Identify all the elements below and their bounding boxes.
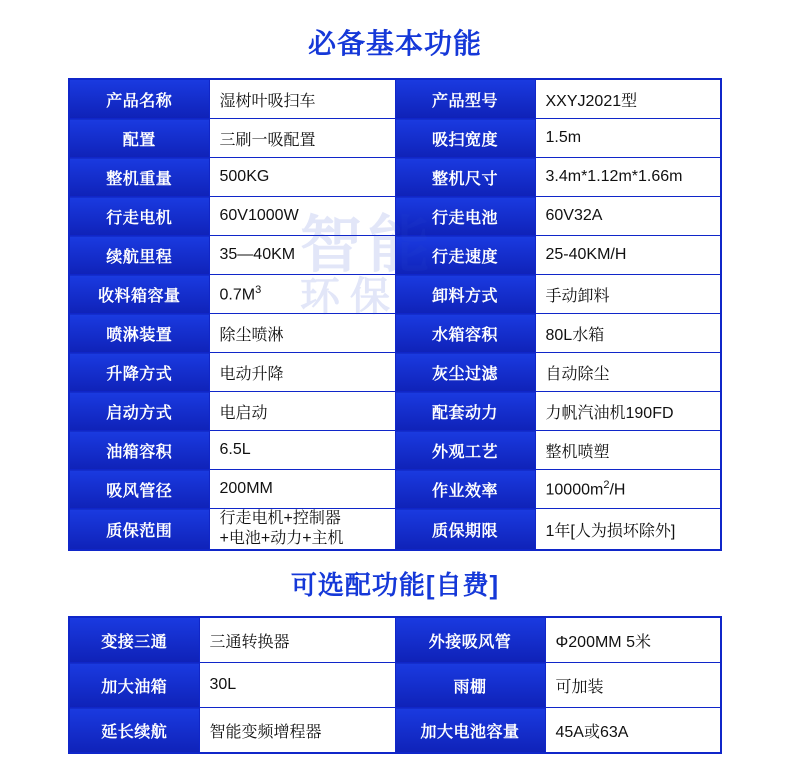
row-label: 雨棚 [395,663,545,708]
row-value: 力帆汽油机190FD [535,392,721,431]
row-label: 加大油箱 [69,663,199,708]
optional-spec-table [68,616,722,754]
table-row [69,158,721,197]
table-row [69,392,721,431]
row-label: 升降方式 [69,353,209,392]
row-value: 1年[人为损坏除外] [535,509,721,551]
table-row [69,79,721,119]
row-label: 质保期限 [395,509,535,551]
row-label: 收料箱容量 [69,275,209,314]
table-row [69,314,721,353]
row-label: 作业效率 [395,470,535,509]
row-value: 500KG [209,158,395,197]
page-title-optional: 可选配功能[自费] [290,570,500,600]
row-value [209,275,395,314]
table-row [69,197,721,236]
table-row [69,663,721,708]
row-label: 吸风管径 [69,470,209,509]
row-label: 行走速度 [395,236,535,275]
main-spec-table [68,78,722,551]
efficiency-superscript: 2 [603,478,610,491]
table-row [69,236,721,275]
table-row [69,708,721,754]
row-value [535,470,721,509]
row-label: 配套动力 [395,392,535,431]
row-value: 电启动 [209,392,395,431]
row-value: 35—40KM [209,236,395,275]
row-value: 30L [199,663,395,708]
row-value: 三通转换器 [199,617,395,663]
capacity-base: 0.7M [219,286,256,304]
table-row [69,353,721,392]
row-value: 3.4m*1.12m*1.66m [535,158,721,197]
row-value: Φ200MM 5米 [545,617,721,663]
row-value: 1.5m [535,119,721,158]
row-value: 45A或63A [545,708,721,754]
row-value: 电动升降 [209,353,395,392]
row-label: 加大电池容量 [395,708,545,754]
row-value: 25-40KM/H [535,236,721,275]
row-label: 水箱容积 [395,314,535,353]
row-label: 启动方式 [69,392,209,431]
row-label: 卸料方式 [395,275,535,314]
table-row [69,470,721,509]
row-value: XXYJ2021型 [535,79,721,119]
row-label: 整机尺寸 [395,158,535,197]
row-label: 灰尘过滤 [395,353,535,392]
page-title-main: 必备基本功能 [307,28,482,59]
row-value: 60V1000W [209,197,395,236]
row-value: 除尘喷淋 [209,314,395,353]
row-label: 产品型号 [395,79,535,119]
row-label: 产品名称 [69,79,209,119]
warranty-scope-line2: +电池+动力+主机 [219,530,344,547]
row-label: 油箱容积 [69,431,209,470]
row-value: 湿树叶吸扫车 [209,79,395,119]
table-row [69,119,721,158]
row-label: 续航里程 [69,236,209,275]
row-value: 三刷一吸配置 [209,119,395,158]
table-row [69,617,721,663]
row-value: 200MM [209,470,395,509]
table-row [69,275,721,314]
row-value: 手动卸料 [535,275,721,314]
row-label: 行走电池 [395,197,535,236]
row-label: 变接三通 [69,617,199,663]
row-label: 外接吸风管 [395,617,545,663]
table-row [69,431,721,470]
row-label: 延长续航 [69,708,199,754]
capacity-superscript: 3 [255,283,262,296]
row-label: 质保范围 [69,509,209,551]
table-row [69,509,721,551]
row-value: 自动除尘 [535,353,721,392]
row-label: 行走电机 [69,197,209,236]
warranty-scope-line1: 行走电机+控制器 [219,510,341,527]
row-value-warranty-scope [209,509,395,551]
row-value: 整机喷塑 [535,431,721,470]
row-value: 可加装 [545,663,721,708]
efficiency-base: 10000m [545,481,604,499]
row-label: 整机重量 [69,158,209,197]
row-value: 6.5L [209,431,395,470]
row-label: 喷淋装置 [69,314,209,353]
row-value: 80L水箱 [535,314,721,353]
row-label: 吸扫宽度 [395,119,535,158]
row-label: 配置 [69,119,209,158]
row-value: 60V32A [535,197,721,236]
row-value: 智能变频增程器 [199,708,395,754]
efficiency-tail: /H [609,481,626,499]
row-label: 外观工艺 [395,431,535,470]
